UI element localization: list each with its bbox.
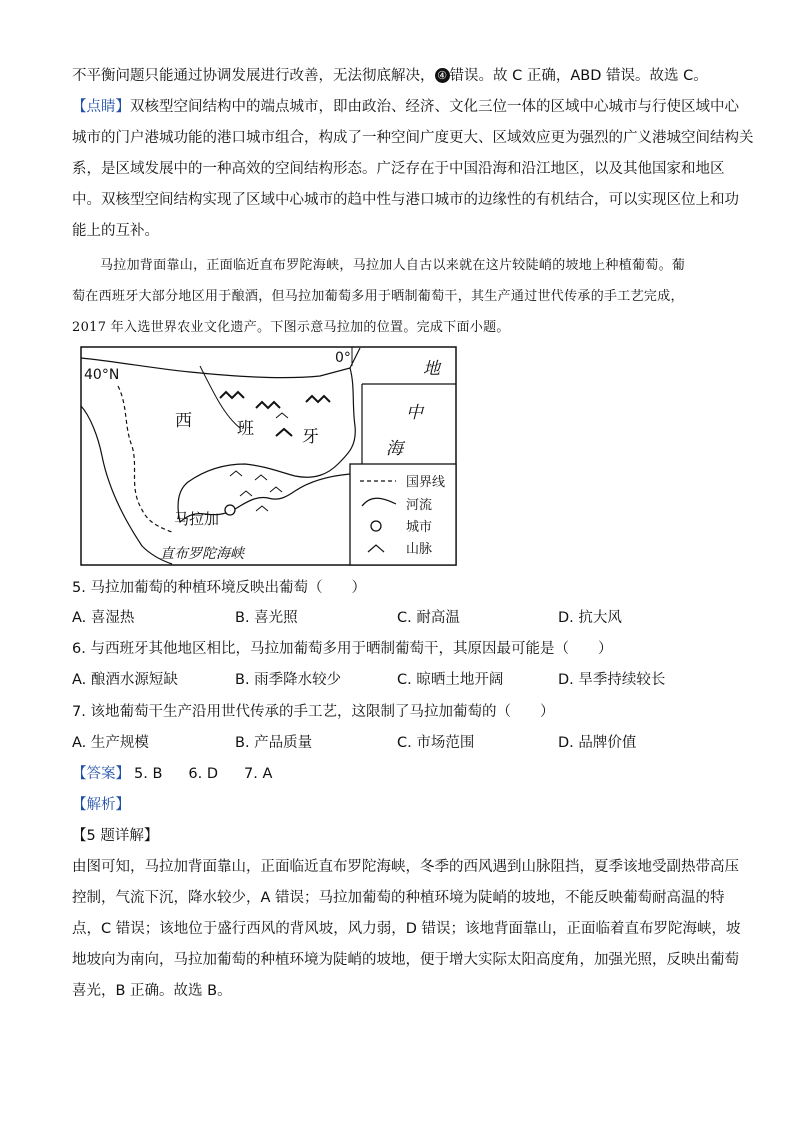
detail-5-label: 【5 题详解】 <box>72 828 159 844</box>
city-label: 马拉加 <box>174 510 220 528</box>
material-line: 萄在西班牙大部分地区用于酿酒，但马拉加葡萄多用于晒制葡萄干，其生产通过世代传承的手工艺完成， <box>72 289 684 304</box>
city-malaga <box>225 505 235 515</box>
q6-option-d[interactable]: D. 旱季持续较长 <box>558 672 666 688</box>
answer-7: 7. A <box>244 766 273 782</box>
question-5-stem: 5. 马拉加葡萄的种植环境反映出葡萄（ ） <box>72 580 366 596</box>
detail-5-line: 由图可知，马拉加背面靠山，正面临近直布罗陀海峡，冬季的西风遇到山脉阻挡，夏季该地受副热带高压 <box>72 859 739 875</box>
q5-option-a[interactable]: A. 喜湿热 <box>72 610 135 626</box>
country-label: 西 <box>175 411 192 431</box>
q5-option-c[interactable]: C. 耐高温 <box>397 610 460 626</box>
country-label: 班 <box>237 419 254 439</box>
sea-label: 中 <box>406 403 423 423</box>
q7-option-a[interactable]: A. 生产规模 <box>72 735 149 751</box>
tip-label: 【点睛】 <box>72 99 130 115</box>
material-line: 马拉加背面靠山，正面临近直布罗陀海峡，马拉加人自古以来就在这片较陡峭的坡地上种植葡萄。葡 <box>100 258 686 273</box>
lat-label: 40°N <box>84 367 120 383</box>
q6-option-c[interactable]: C. 晾晒土地开阔 <box>397 672 504 688</box>
text-run: 错误。故 C 正确，ABD 错误。故选 C。 <box>449 68 708 84</box>
text-run: 双核型空间结构中的端点城市，即由政治、经济、文化三位一体的区域中心城市与行使区域中心 <box>130 99 739 115</box>
paragraph-continuation <box>72 66 708 86</box>
q5-option-d[interactable]: D. 抗大风 <box>558 610 622 626</box>
country-label: 牙 <box>302 427 319 447</box>
analysis-label: 【解析】 <box>72 797 130 813</box>
answer-label: 【答案】 <box>72 766 130 782</box>
material-line: 2017 年入选世界农业文化遗产。下图示意马拉加的位置。完成下面小题。 <box>72 320 510 335</box>
q7-option-d[interactable]: D. 品牌价值 <box>558 735 637 751</box>
q7-option-c[interactable]: C. 市场范围 <box>397 735 475 751</box>
detail-5-line: 点，C 错误；该地位于盛行西风的背风坡，风力弱，D 错误；该地背面靠山，正面临着直布罗陀海峡，坡 <box>72 921 741 937</box>
tip-line <box>72 97 739 117</box>
q6-option-a[interactable]: A. 酿酒水源短缺 <box>72 672 178 688</box>
strait-label: 直布罗陀海峡 <box>160 546 244 562</box>
detail-5-line: 控制，气流下沉，降水较少，A 错误；马拉加葡萄的种植环境为陡峭的坡地，不能反映葡萄耐高温的特 <box>72 890 725 906</box>
question-6-stem: 6. 与西班牙其他地区相比，马拉加葡萄多用于晒制葡萄干，其原因最可能是（ ） <box>72 641 613 657</box>
malaga-location-map <box>80 346 457 566</box>
lon-label: 0° <box>335 350 351 366</box>
answer-6: 6. D <box>188 766 219 782</box>
sea-label: 海 <box>386 439 403 459</box>
legend-city-symbol <box>371 521 381 531</box>
q5-option-b[interactable]: B. 喜光照 <box>235 610 298 626</box>
tip-line: 城市的门户港城功能的港口城市组合，构成了一种空间广度更大、区域效应更为强烈的广义港城空间结构关 <box>72 130 754 146</box>
circled-number: ④ <box>435 68 450 83</box>
q7-option-b[interactable]: B. 产品质量 <box>235 735 313 751</box>
answer-5: 5. B <box>134 766 163 782</box>
text-run: 不平衡问题只能通过协调发展进行改善，无法彻底解决， <box>72 68 435 84</box>
legend-mountain-label: 山脉 <box>406 542 433 557</box>
detail-5-line: 喜光，B 正确。故选 B。 <box>72 983 232 999</box>
legend-border-label: 国界线 <box>406 475 446 490</box>
answer-line <box>72 764 272 784</box>
legend-city-label: 城市 <box>406 520 433 535</box>
legend-river-label: 河流 <box>406 498 433 513</box>
q6-option-b[interactable]: B. 雨季降水较少 <box>235 672 342 688</box>
tip-line: 中。双核型空间结构实现了区域中心城市的趋中性与港口城市的边缘性的有机结合，可以实现区位上和功 <box>72 192 739 208</box>
tip-line: 系，是区域发展中的一种高效的空间结构形态。广泛存在于中国沿海和沿江地区，以及其他国家和地区 <box>72 161 725 177</box>
detail-5-line: 地坡向为南向，马拉加葡萄的种植环境为陡峭的坡地，便于增大实际太阳高度角，加强光照，反映出葡萄 <box>72 952 739 968</box>
sea-label: 地 <box>423 359 440 379</box>
question-7-stem: 7. 该地葡萄干生产沿用世代传承的手工艺，这限制了马拉加葡萄的（ ） <box>72 704 555 720</box>
tip-line: 能上的互补。 <box>72 223 159 239</box>
